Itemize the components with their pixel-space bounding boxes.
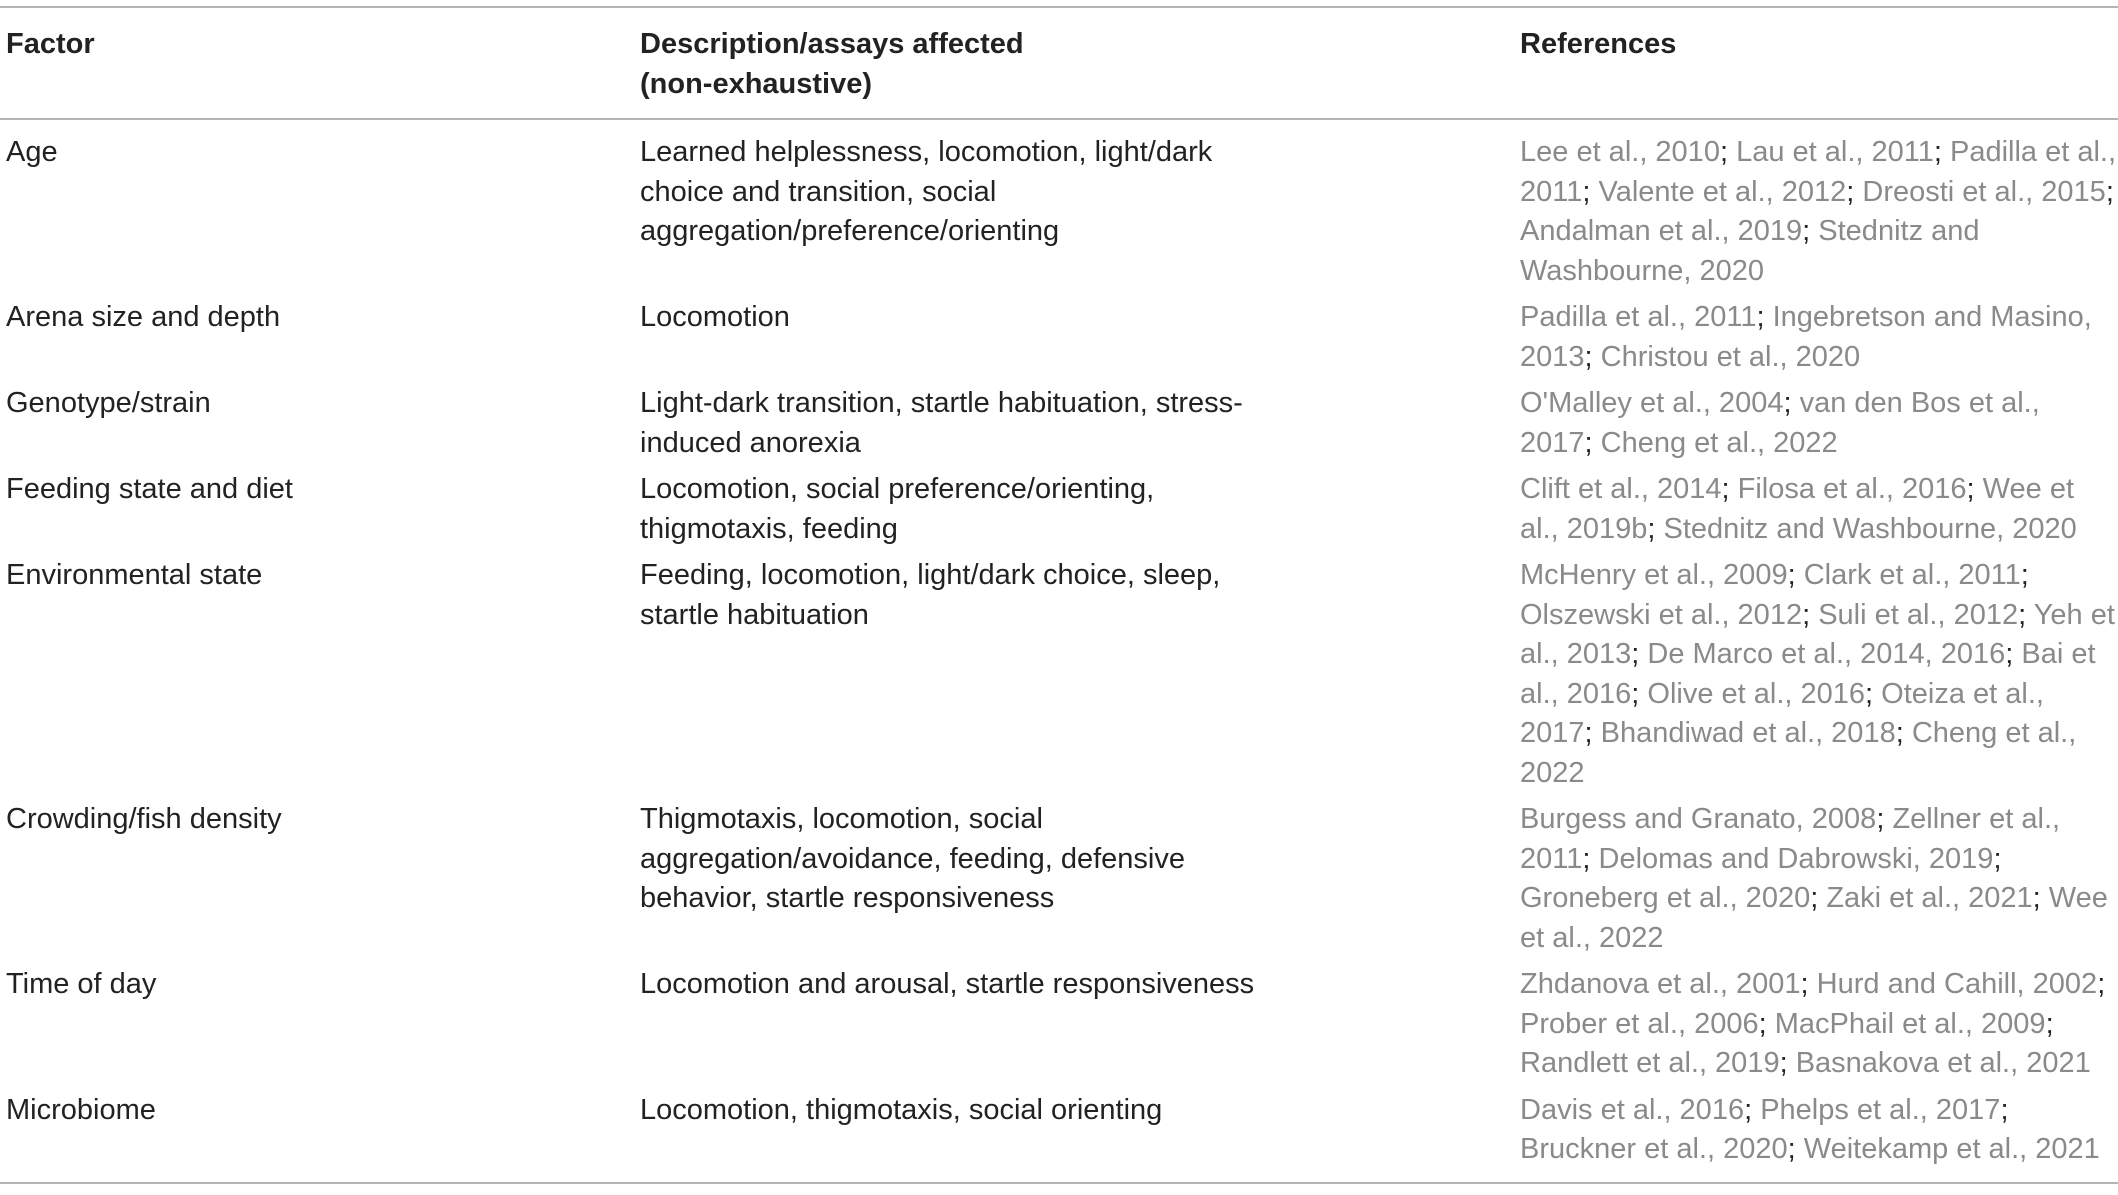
reference-separator: ; bbox=[1846, 175, 1863, 208]
reference-link[interactable]: Ingebretson and Masino, 2013 bbox=[1520, 301, 2092, 373]
cell-factor: Environmental state bbox=[6, 559, 263, 591]
reference-link[interactable]: Wee et al., 2019b bbox=[1520, 473, 2075, 545]
reference-separator: ; bbox=[2105, 175, 2114, 208]
cell-factor: Crowding/fish density bbox=[6, 803, 282, 835]
table-header bbox=[0, 7, 2118, 119]
reference-separator: ; bbox=[1582, 175, 1599, 208]
cell-description: Learned helplessness, locomotion, light/dark choice and transition, social aggregation/preference/orienting bbox=[640, 136, 1213, 247]
header-description: Description/assays affected (non-exhaustive) bbox=[640, 28, 1024, 100]
reference-separator: ; bbox=[2045, 1007, 2054, 1040]
reference-link[interactable]: Christou et al., 2020 bbox=[1600, 340, 1861, 373]
cell-factor: Feeding state and diet bbox=[6, 473, 293, 505]
cell-factor: Genotype/strain bbox=[6, 387, 211, 419]
reference-link[interactable]: Padilla et al., 2011 bbox=[1520, 301, 1757, 333]
reference-link[interactable]: Cheng et al., 2022 bbox=[1600, 426, 1838, 459]
cell-description: Feeding, locomotion, light/dark choice, sleep, startle habituation bbox=[640, 559, 1221, 631]
reference-link[interactable]: Padilla et al., 2011 bbox=[1520, 136, 2117, 208]
reference-link[interactable]: Zellner et al., 2011 bbox=[1520, 803, 2061, 875]
reference-separator: ; bbox=[1810, 882, 1827, 914]
cell-description: Locomotion bbox=[640, 301, 790, 333]
table-row bbox=[0, 377, 2118, 463]
factors-table bbox=[0, 6, 2118, 1184]
reference-link[interactable]: Burgess and Granato, 2008 bbox=[1520, 803, 1877, 835]
reference-separator: ; bbox=[2097, 968, 2106, 1000]
table-row bbox=[0, 793, 2118, 958]
reference-link[interactable]: MacPhail et al., 2009 bbox=[1774, 1007, 2046, 1040]
reference-separator: ; bbox=[1756, 301, 1773, 333]
reference-link[interactable]: Bai et al., 2016 bbox=[1520, 638, 2096, 710]
reference-separator: ; bbox=[1800, 968, 1817, 1000]
reference-link[interactable]: Groneberg et al., 2020 bbox=[1520, 882, 1811, 914]
cell-references bbox=[1514, 119, 2118, 291]
cell-references bbox=[1514, 549, 2118, 793]
header-row bbox=[0, 7, 2118, 119]
reference-link[interactable]: Lee et al., 2010 bbox=[1520, 136, 1720, 168]
table-row bbox=[0, 119, 2118, 291]
reference-separator: ; bbox=[1779, 1047, 1796, 1079]
reference-link[interactable]: Hurd and Cahill, 2002 bbox=[1816, 968, 2098, 1000]
reference-link[interactable]: Cheng et al., 2022 bbox=[1520, 717, 2077, 789]
cell-description: Locomotion, thigmotaxis, social orienting bbox=[640, 1093, 1163, 1126]
reference-link[interactable]: Lau et al., 2011 bbox=[1736, 136, 1934, 168]
table-row bbox=[0, 463, 2118, 549]
cell-factor: Age bbox=[6, 136, 58, 168]
table-row bbox=[0, 291, 2118, 377]
reference-separator: ; bbox=[1584, 717, 1601, 749]
reference-separator: ; bbox=[1876, 803, 1893, 835]
reference-separator: ; bbox=[2000, 1093, 2009, 1126]
reference-separator: ; bbox=[1802, 598, 1819, 631]
reference-link[interactable]: Zhdanova et al., 2001 bbox=[1520, 968, 1801, 1000]
reference-separator: ; bbox=[1584, 340, 1601, 373]
reference-link[interactable]: Stednitz and Washbourne, 2020 bbox=[1520, 215, 1980, 287]
cell-references bbox=[1514, 793, 2118, 958]
reference-link[interactable]: Bhandiwad et al., 2018 bbox=[1600, 717, 1896, 749]
reference-separator: ; bbox=[1787, 559, 1804, 591]
table-body bbox=[0, 119, 2118, 1183]
reference-link[interactable]: Prober et al., 2006 bbox=[1520, 1007, 1759, 1040]
reference-link[interactable]: Randlett et al., 2019 bbox=[1520, 1047, 1780, 1079]
reference-separator: ; bbox=[2018, 598, 2034, 631]
header-references: References bbox=[1520, 28, 1677, 60]
reference-link[interactable]: Olive et al., 2016 bbox=[1647, 677, 1866, 710]
reference-link[interactable]: Davis et al., 2016 bbox=[1520, 1093, 1745, 1126]
reference-separator: ; bbox=[1582, 842, 1599, 875]
cell-description: Thigmotaxis, locomotion, social aggregation/avoidance, feeding, defensive behavior, startle responsiveness bbox=[640, 803, 1185, 914]
reference-link[interactable]: Basnakova et al., 2021 bbox=[1795, 1047, 2091, 1079]
reference-link[interactable]: McHenry et al., 2009 bbox=[1520, 559, 1788, 591]
reference-link[interactable]: Valente et al., 2012 bbox=[1598, 175, 1847, 208]
reference-separator: ; bbox=[2032, 882, 2049, 914]
table-row bbox=[0, 958, 2118, 1084]
reference-separator: ; bbox=[1966, 473, 1983, 505]
reference-link[interactable]: Clark et al., 2011 bbox=[1803, 559, 2021, 591]
factors-table-container bbox=[0, 6, 2118, 1184]
reference-link[interactable]: Bruckner et al., 2020 bbox=[1520, 1133, 1788, 1165]
cell-references bbox=[1514, 291, 2118, 377]
reference-separator: ; bbox=[1802, 215, 1819, 247]
reference-separator: ; bbox=[1647, 512, 1664, 545]
cell-description: Locomotion and arousal, startle responsiveness bbox=[640, 968, 1255, 1000]
reference-separator: ; bbox=[1933, 136, 1950, 168]
reference-link[interactable]: Yeh et al., 2013 bbox=[1520, 598, 2115, 670]
reference-separator: ; bbox=[1865, 677, 1882, 710]
reference-link[interactable]: Clift et al., 2014 bbox=[1520, 473, 1722, 505]
cell-factor: Arena size and depth bbox=[6, 301, 281, 333]
cell-factor: Microbiome bbox=[6, 1093, 156, 1126]
reference-separator: ; bbox=[2020, 559, 2029, 591]
reference-link[interactable]: Oteiza et al., 2017 bbox=[1520, 677, 2044, 749]
reference-link[interactable]: De Marco et al., 2014, 2016 bbox=[1647, 638, 2006, 670]
reference-separator: ; bbox=[1744, 1093, 1761, 1126]
reference-separator: ; bbox=[1719, 136, 1737, 168]
header-factor: Factor bbox=[6, 28, 95, 60]
reference-separator: ; bbox=[2005, 638, 2022, 670]
cell-description: Light-dark transition, startle habituation, stress-induced anorexia bbox=[640, 387, 1243, 459]
reference-link[interactable]: Andalman et al., 2019 bbox=[1520, 215, 1803, 247]
reference-separator: ; bbox=[1783, 387, 1800, 419]
cell-factor: Time of day bbox=[6, 968, 157, 1000]
reference-link[interactable]: Zaki et al., 2021 bbox=[1826, 882, 2033, 914]
reference-separator: ; bbox=[1895, 717, 1912, 749]
reference-link[interactable]: Wee et al., 2022 bbox=[1520, 882, 2108, 954]
reference-separator: ; bbox=[1631, 677, 1648, 710]
reference-separator: ; bbox=[1721, 473, 1738, 505]
reference-link[interactable]: Dreosti et al., 2015 bbox=[1862, 175, 2106, 208]
reference-link[interactable]: Weitekamp et al., 2021 bbox=[1803, 1133, 2100, 1165]
reference-link[interactable]: Suli et al., 2012 bbox=[1818, 598, 2019, 631]
reference-separator: ; bbox=[1787, 1133, 1804, 1165]
reference-link[interactable]: Phelps et al., 2017 bbox=[1760, 1093, 2001, 1126]
reference-link[interactable]: van den Bos et al., 2017 bbox=[1520, 387, 2040, 459]
reference-separator: ; bbox=[1584, 426, 1601, 459]
reference-separator: ; bbox=[1631, 638, 1648, 670]
cell-references bbox=[1514, 463, 2118, 549]
reference-separator: ; bbox=[1758, 1007, 1775, 1040]
reference-link[interactable]: Stednitz and Washbourne, 2020 bbox=[1663, 512, 2077, 545]
table-row bbox=[0, 1084, 2118, 1183]
reference-link[interactable]: O'Malley et al., 2004 bbox=[1520, 387, 1784, 419]
reference-link[interactable]: Delomas and Dabrowski, 2019 bbox=[1598, 842, 1994, 875]
cell-references bbox=[1514, 958, 2118, 1084]
reference-link[interactable]: Olszewski et al., 2012 bbox=[1520, 598, 1803, 631]
reference-link[interactable]: Filosa et al., 2016 bbox=[1737, 473, 1967, 505]
cell-description: Locomotion, social preference/orienting, thigmotaxis, feeding bbox=[640, 473, 1155, 545]
cell-references bbox=[1514, 1084, 2118, 1183]
reference-separator: ; bbox=[1993, 842, 2002, 875]
table-row bbox=[0, 549, 2118, 793]
cell-references bbox=[1514, 377, 2118, 463]
